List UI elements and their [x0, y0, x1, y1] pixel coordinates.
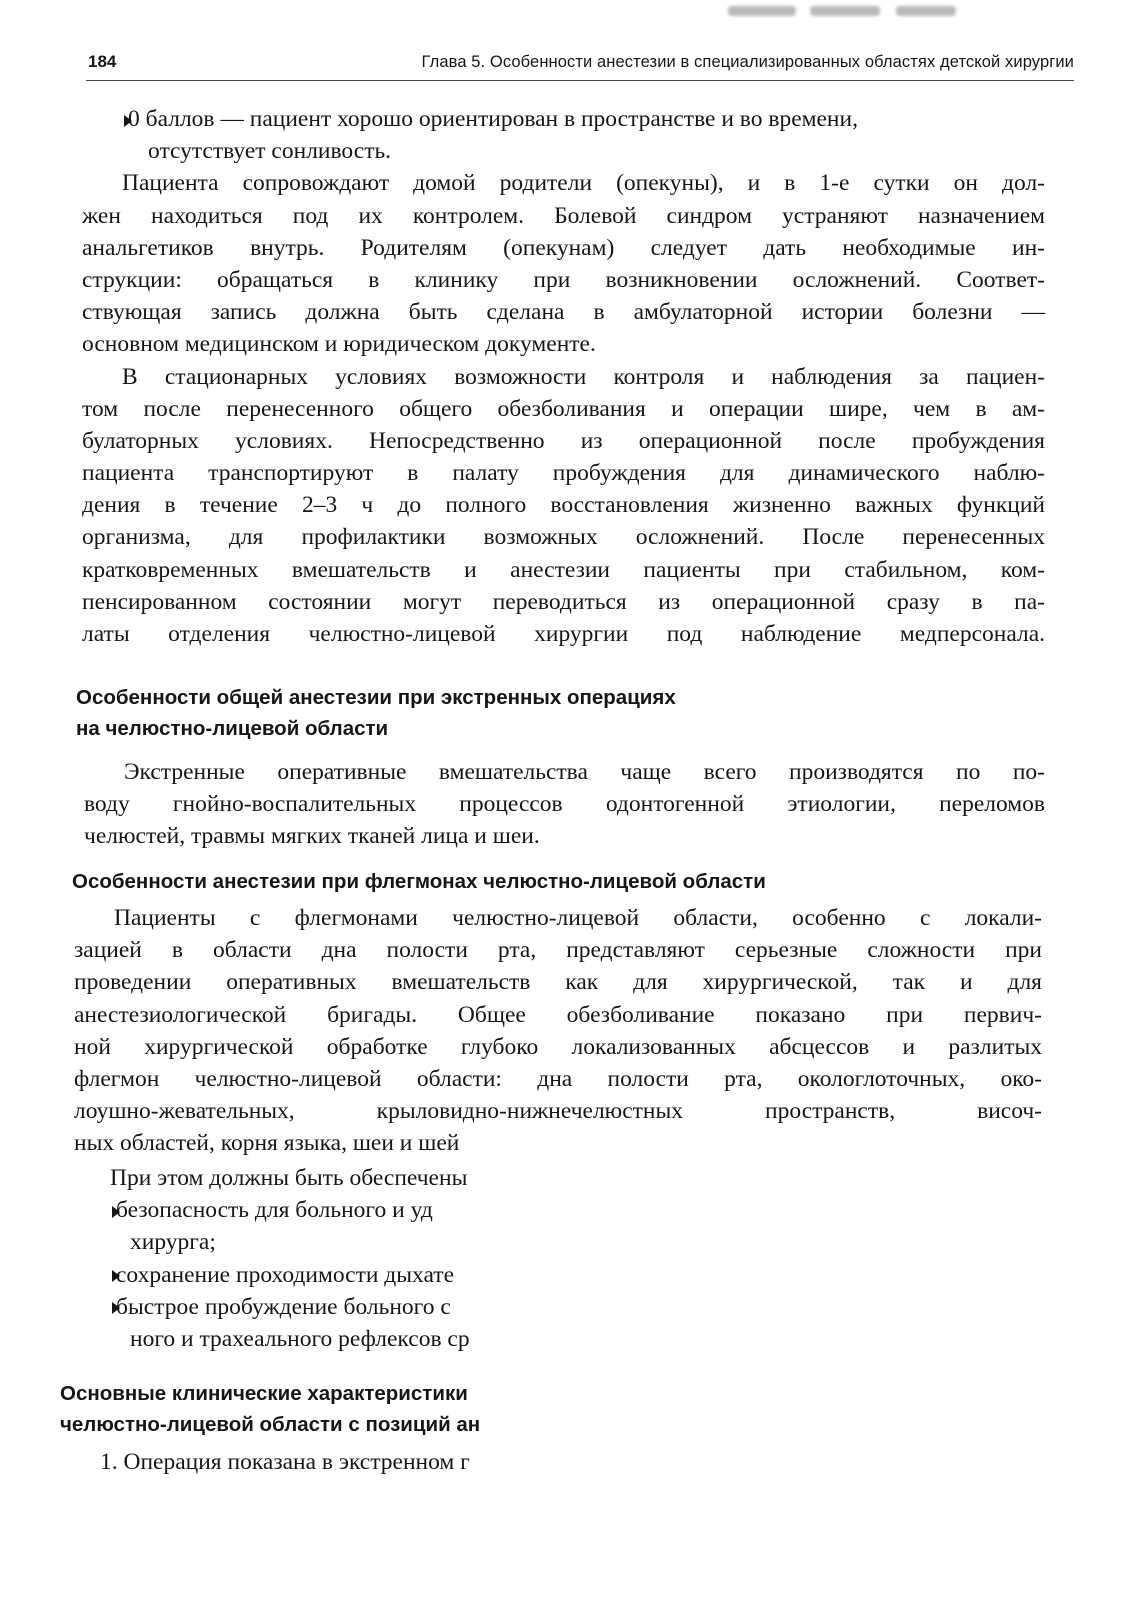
text-block-section4 [60, 1446, 554, 1478]
scan-artifact [810, 6, 880, 16]
paragraph-line: кратковременных вмешательств и анестезии пациенты при стабильном, ком- [82, 556, 1045, 583]
paragraph-line: организма, для профилактики возможных осложнений. После перенесенных [82, 524, 1045, 551]
scan-artifact [728, 6, 796, 16]
bullet-line: безопасность для больного и уд [70, 1194, 554, 1226]
page-number: 184 [88, 52, 117, 71]
paragraph-line: латы отделения челюстно-лицевой хирургии под наблюдение медперсонала. [82, 621, 1045, 647]
text-block-conditions [70, 1162, 554, 1355]
paragraph-line: ной хирургической обработке глубоко локализованных абсцессов и разлитых [74, 1033, 1042, 1060]
bullet-line: 0 баллов — пациент хорошо ориентирован в пространстве и во времени, [82, 103, 1045, 135]
paragraph-line: анестезиологической бригады. Общее обезболивание показано при первич- [74, 1001, 1042, 1028]
bullet-line: быстрое пробуждение больного с [70, 1291, 554, 1323]
paragraph-line: воду гнойно-воспалительных процессов одонтогенной этиологии, переломов [84, 791, 1045, 818]
paragraph-line: 1. Операция показана в экстренном г [100, 1449, 470, 1475]
bullet-continuation: хирурга; [130, 1229, 216, 1256]
paragraph-line: Экстренные оперативные вмешательства чаще всего производятся по по- [124, 759, 1045, 785]
text-block-section3 [74, 902, 1042, 1160]
paragraph-line: лоушно-жевательных, крыловидно-нижнечелюстных пространств, височ- [74, 1098, 1042, 1125]
text-block-section2 [84, 756, 1045, 853]
bullet-continuation: отсутствует сонливость. [148, 138, 392, 165]
paragraph-line: челюстей, травмы мягких тканей лица и шеи. [84, 823, 540, 850]
scan-artifact [896, 6, 956, 16]
paragraph-line: ствующая запись должна быть сделана в амбулаторной истории болезни — [82, 299, 1045, 326]
blank-cut-area [556, 1160, 1132, 1600]
paragraph-line: В стационарных условиях возможности контроля и наблюдения за пациен- [122, 363, 1045, 390]
text-block-section1 [82, 103, 1045, 650]
paragraph-line: пациента транспортируют в палату пробуждения для динамического наблю- [82, 460, 1045, 487]
paragraph-line: При этом должны быть обеспечены [110, 1165, 468, 1191]
paragraph-line: проведении оперативных вмешательств как для хирургической, так и для [74, 969, 1042, 996]
paragraph-line: дения в течение 2–3 ч до полного восстановления жизненно важных функций [82, 492, 1045, 519]
paragraph-line: основном медицинском и юридическом документе. [82, 331, 596, 358]
paragraph-line: пенсированном состоянии могут переводиться из операционной сразу в па- [82, 588, 1045, 615]
section-heading: Основные клинические характеристики челюстно-лицевой области с позиций ан [60, 1382, 481, 1436]
bullet-triangle-icon [82, 103, 128, 135]
running-header [86, 50, 1074, 81]
section-heading: Особенности анестезии при флегмонах челюстно-лицевой области [72, 870, 766, 893]
bullet-line: сохранение проходимости дыхате [70, 1259, 554, 1291]
bullet-triangle-icon [70, 1259, 116, 1291]
section-heading: Особенности общей анестезии при экстренных операциях на челюстно-лицевой области [76, 686, 676, 740]
paragraph-line: ных областей, корня языка, шеи и шей [74, 1130, 460, 1157]
bullet-triangle-icon [70, 1291, 116, 1323]
paragraph-line: анальгетиков внутрь. Родителям (опекунам) следует дать необходимые ин- [82, 234, 1045, 261]
paragraph-line: том после перенесенного общего обезболивания и операции шире, чем в ам- [82, 395, 1045, 422]
paragraph-line: зацией в области дна полости рта, представляют серьезные сложности при [74, 937, 1042, 964]
paragraph-line: жен находиться под их контролем. Болевой синдром устраняют назначением [82, 202, 1045, 229]
paragraph-line: Пациента сопровождают домой родители (опекуны), и в 1-е сутки он дол- [122, 170, 1045, 197]
paragraph-line: струкции: обращаться в клинику при возникновении осложнений. Соответ- [82, 266, 1045, 293]
running-title: Глава 5. Особенности анестезии в специализированных областях детской хирургии [421, 53, 1074, 71]
bullet-triangle-icon [70, 1194, 116, 1226]
bullet-continuation: ного и трахеального рефлексов ср [130, 1325, 470, 1352]
paragraph-line: булаторных условиях. Непосредственно из операционной после пробуждения [82, 427, 1045, 454]
paragraph-line: флегмон челюстно-лицевой области: дна полости рта, окологлоточных, око- [74, 1065, 1042, 1092]
paragraph-line: Пациенты с флегмонами челюстно-лицевой области, особенно с локали- [114, 905, 1042, 931]
